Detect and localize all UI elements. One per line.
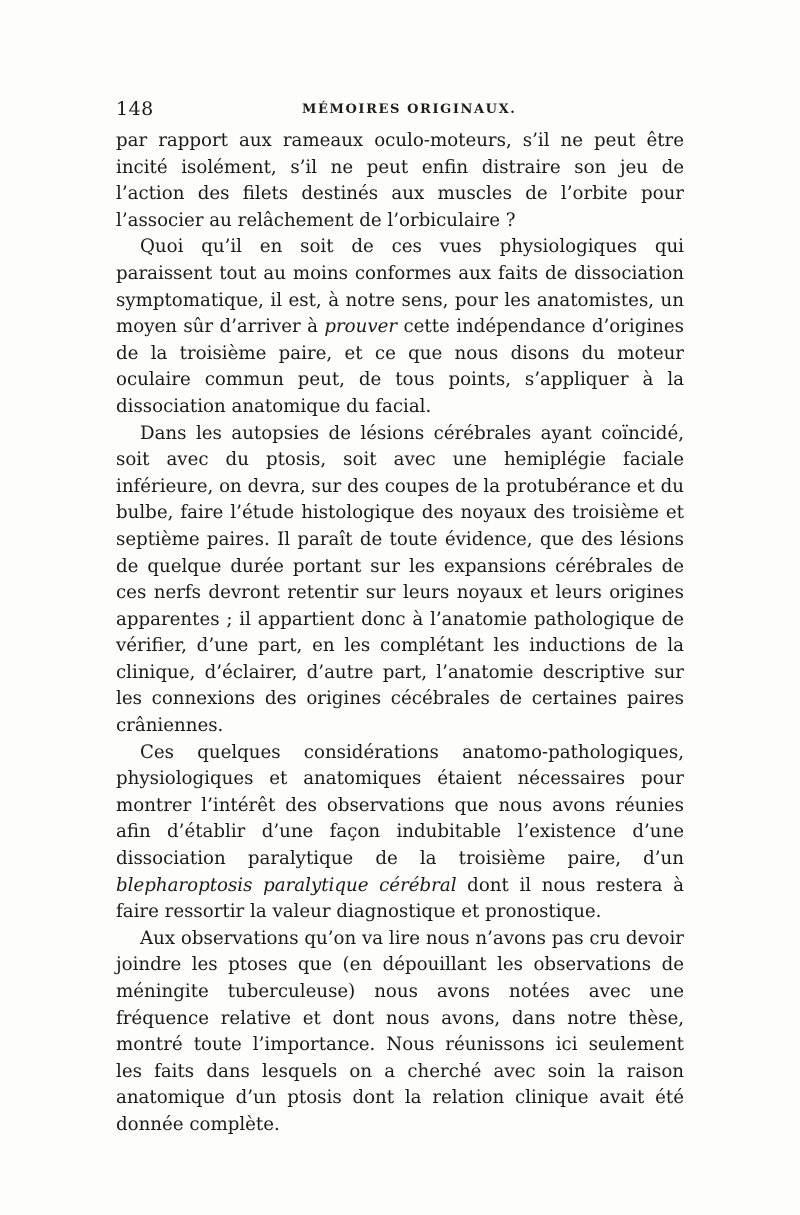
text-segment: par rapport aux rameaux oculo-moteurs, s’il ne peut être incité isolément, s’il ne peut enfin distraire son jeu de l’action des filets destinés aux muscles de l’orbite pour l’associer au relâchement de l’orbiculaire ? [116,130,684,231]
paragraph [116,926,684,1139]
page-header [116,98,686,124]
text-segment: Aux observations qu’on va lire nous n’avons pas cru devoir joindre les ptoses que (en dépouillant les observations de méningite tuberculeuse) nous avons notées avec une fréquence relative et dont nous avons, dans notre thèse, montré toute l’importance. Nous réunissons ici seulement les faits dans lesquels on a cherché avec soin la raison anatomique d’un ptosis dont la relation clinique avait été donnée complète. [116,927,684,1135]
paragraph [116,128,684,234]
body-text [116,128,684,1139]
running-head: MÉMOIRES ORIGINAUX. [302,102,517,117]
paragraph [116,421,684,740]
paragraph [116,740,684,926]
text-segment: Ces quelques considérations anatomo-pathologiques, physiologiques et anatomiques étaient nécessaires pour montrer l’intérêt des observations que nous avons réunies afin d’établir d’une façon indubitable l’existence d’une dissociation paralytique de la troisième paire, d’un [116,741,684,870]
emphasis-text: blepharoptosis paralytique cérébral [116,874,457,896]
emphasis-text: prouver [324,316,398,338]
text-segment: Quoi qu’il en soit de ces vues physiologiques qui paraissent tout au moins conformes aux faits de dissociation symptomatique, il est, à notre sens, pour les anatomistes, un moyen sûr d’arriver à [116,236,684,338]
page-number: 148 [116,98,154,120]
text-segment: Dans les autopsies de lésions cérébrales ayant coïncidé, soit avec du ptosis, soit avec une hemiplégie faciale inférieure, on devra, sur des coupes de la protubérance et du bulbe, faire l’étude histologique des noyaux des troisième et septième paires. Il paraît de toute évidence, que des lésions de quelque durée portant sur les expansions cérébrales de ces nerfs devront retentir sur leurs noyaux et leurs origines apparentes ; il appartient donc à l’anatomie pathologique de vérifier, d’une part, en les complétant les inductions de la clinique, d’éclairer, d’autre part, l’anatomie descriptive sur les connexions des origines cécébrales de certaines paires crâniennes. [116,422,684,737]
text-segment: cette indépendance d’origines de la troisième paire, et ce que nous disons du moteur oculaire commun peut, de tous points, s’appliquer à la dissociation anatomique du facial. [116,316,684,417]
paragraph [116,234,684,420]
text-segment: dont il nous restera à faire ressortir la valeur diagnostique et pronostique. [116,874,685,923]
